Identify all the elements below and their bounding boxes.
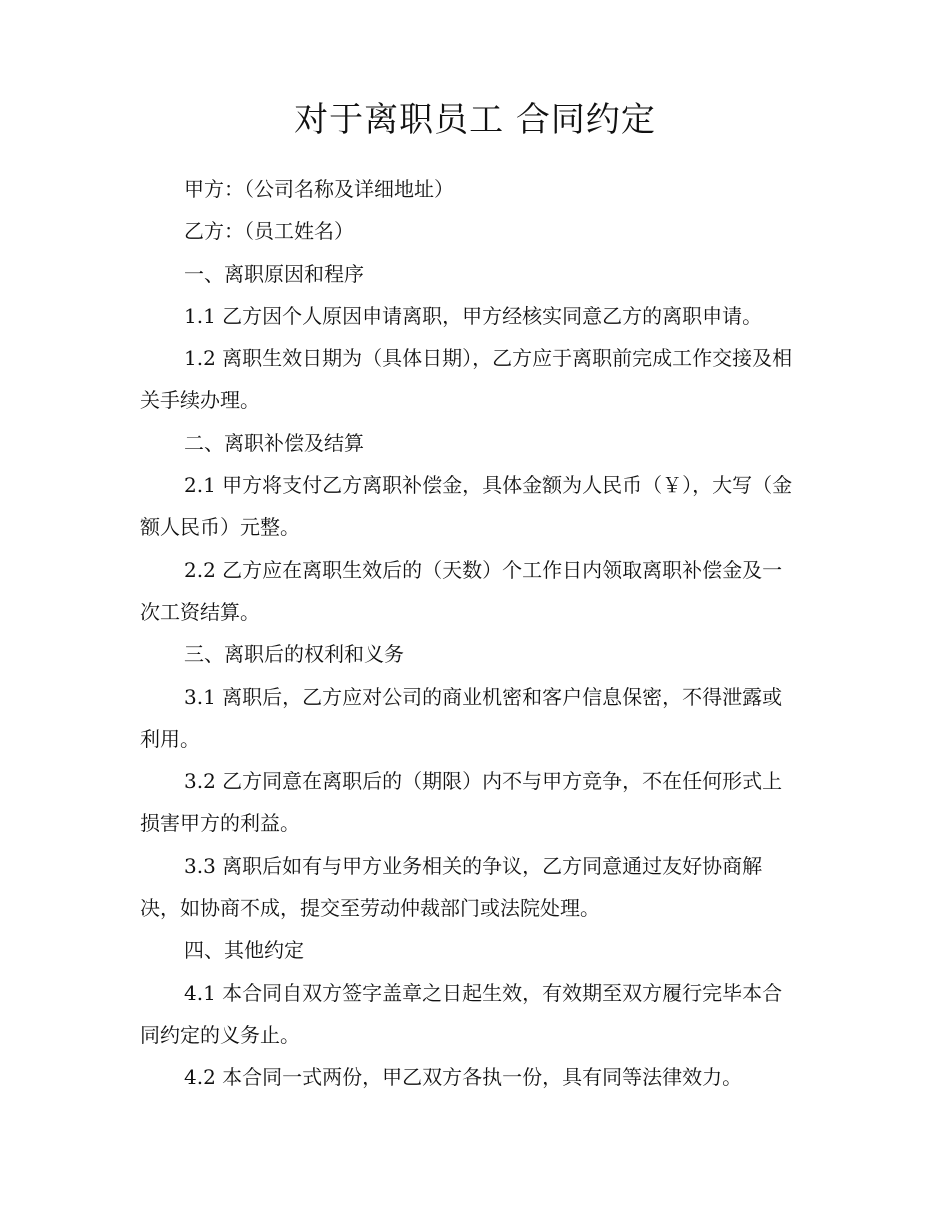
clause-3-2: 3.2 乙方同意在离职后的（期限）内不与甲方竞争，不在任何形式上损害甲方的利益。 xyxy=(140,769,783,836)
clause-4-1: 4.1 本合同自双方签字盖章之日起生效，有效期至双方履行完毕本合同约定的义务止。 xyxy=(140,980,783,1047)
paragraph-party-a: 甲方：（公司名称及详细地址） xyxy=(184,177,454,201)
section-heading-2: 二、离职补偿及结算 xyxy=(184,430,364,455)
document-title: 对于离职员工 合同约定 xyxy=(294,100,656,140)
clause-1-2: 1.2 离职生效日期为（具体日期），乙方应于离职前完成工作交接及相关手续办理。 xyxy=(140,346,793,413)
clause-4-2: 4.2 本合同一式两份，甲乙双方各执一份，具有同等法律效力。 xyxy=(184,1065,743,1090)
clause-1-1: 1.1 乙方因个人原因申请离职，甲方经核实同意乙方的离职申请。 xyxy=(184,303,763,328)
clause-2-1: 2.1 甲方将支付乙方离职补偿金，具体金额为人民币（￥），大写（金额人民币）元整。 xyxy=(140,473,793,540)
clause-2-2: 2.2 乙方应在离职生效后的（天数）个工作日内领取离职补偿金及一次工资结算。 xyxy=(140,557,783,624)
document-body xyxy=(140,168,830,1099)
paragraph-party-b: 乙方：（员工姓名） xyxy=(184,219,354,244)
clause-3-1: 3.1 离职后，乙方应对公司的商业机密和客户信息保密，不得泄露或利用。 xyxy=(140,684,783,751)
section-heading-3: 三、离职后的权利和义务 xyxy=(184,642,404,667)
section-heading-1: 一、离职原因和程序 xyxy=(184,261,364,286)
section-heading-4: 四、其他约定 xyxy=(184,938,304,963)
clause-3-3: 3.3 离职后如有与甲方业务相关的争议，乙方同意通过友好协商解决，如协商不成，提交至劳动仲裁部门或法院处理。 xyxy=(140,853,763,921)
